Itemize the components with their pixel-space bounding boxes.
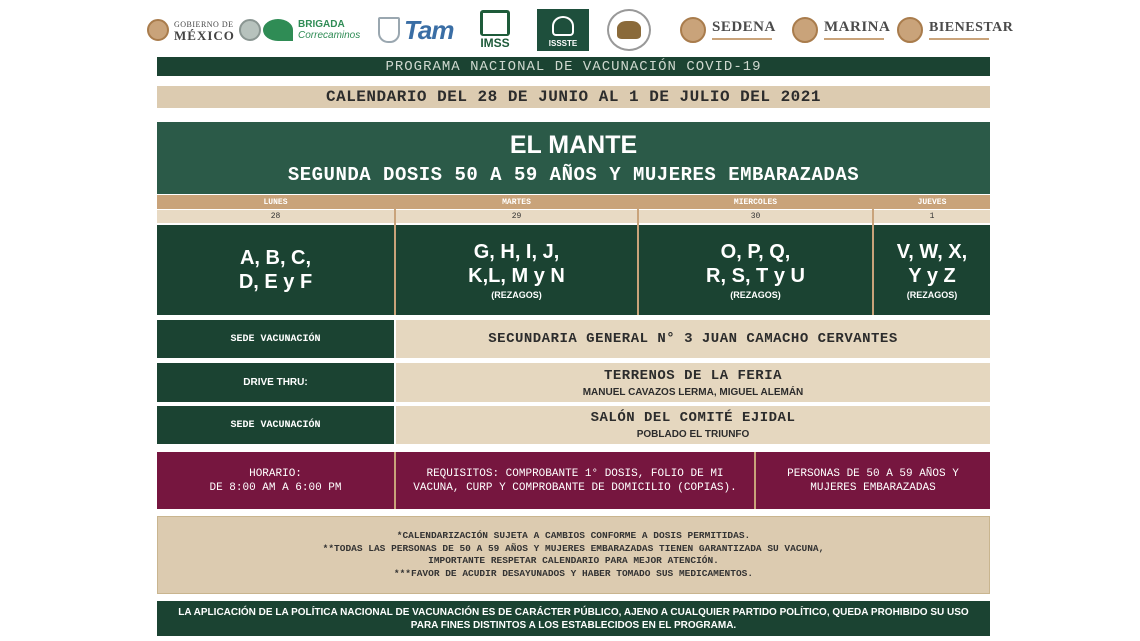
imss-eagle-icon	[480, 10, 510, 36]
schedule-cell	[157, 452, 394, 509]
note-line: **TODAS LAS PERSONAS DE 50 A 59 AÑOS Y MUJERES EMBARAZADAS TIENEN GARANTIZADA SU VACUNA,	[322, 542, 825, 554]
letters-line: R, S, T y U	[706, 265, 805, 287]
letters-cell	[396, 225, 637, 315]
requirements-cell	[396, 452, 754, 509]
schedule-label: HORARIO:	[249, 467, 302, 480]
row-divider	[754, 452, 756, 509]
calendar-banner: CALENDARIO DEL 28 DE JUNIO AL 1 DE JULIO DEL 2021	[157, 86, 990, 108]
letters-cell	[874, 225, 990, 315]
disclaimer-line: PARA FINES DISTINTOS A LOS ESTABLECIDOS EN EL PROGRAMA.	[410, 619, 737, 631]
bienestar-logo	[897, 8, 1013, 52]
roadrunner-icon	[263, 19, 293, 41]
column-divider	[872, 195, 874, 315]
gobierno-label: GOBIERNO DE	[174, 20, 234, 29]
note-line: ***FAVOR DE ACUDIR DESAYUNADOS Y HABER TOMADO SUS MEDICAMENTOS.	[393, 567, 754, 579]
column-divider	[637, 195, 639, 315]
issste-label: ISSSTE	[548, 39, 578, 48]
sedena-seal-icon	[680, 17, 706, 43]
day-number: 1	[874, 210, 990, 223]
requirements-text: REQUISITOS: COMPROBANTE 1° DOSIS, FOLIO DE MI VACUNA, CURP Y COMPROBANTE DE DOMICILIO (COPIAS).	[413, 467, 737, 494]
letters-line: G, H, I, J,	[473, 241, 560, 263]
eagle-seal-logo	[607, 8, 651, 52]
marina-label: MARINA	[824, 19, 891, 35]
day-number: 28	[157, 210, 394, 223]
sede-subtitle: POBLADO EL TRIUNFO	[636, 429, 750, 440]
bienestar-seal-icon	[897, 17, 923, 43]
municipality-title: EL MANTE	[509, 131, 638, 159]
municipality-header	[157, 122, 990, 194]
seal-icon	[239, 19, 261, 41]
disclaimer-line: LA APLICACIÓN DE LA POLÍTICA NACIONAL DE VACUNACIÓN ES DE CARÁCTER PÚBLICO, AJENO A CUALQUIER PARTIDO POLÍTICO, QUEDA PROHIBIDO SU USO	[178, 606, 969, 618]
issste-logo	[537, 8, 589, 52]
day-name: LUNES	[157, 195, 394, 209]
letters-cell	[157, 225, 394, 315]
schedule-value: DE 8:00 AM A 6:00 PM	[209, 481, 342, 494]
brigada-label: BRIGADA	[298, 19, 345, 30]
sede-value	[396, 320, 990, 358]
sedena-label: SEDENA	[712, 19, 776, 35]
imss-logo	[480, 8, 510, 52]
correcaminos-label: Correcaminos	[298, 30, 361, 41]
gobierno-de-mexico-logo	[147, 8, 261, 52]
rezagos-note: (REZAGOS)	[491, 290, 542, 300]
dose-subtitle: SEGUNDA DOSIS 50 A 59 AÑOS Y MUJERES EMBARAZADAS	[287, 164, 860, 186]
letters-line: O, P, Q,	[720, 241, 791, 263]
rezagos-note: (REZAGOS)	[730, 290, 781, 300]
note-line: *CALENDARIZACIÓN SUJETA A CAMBIOS CONFORME A DOSIS PERMITIDAS.	[396, 530, 751, 541]
marina-logo	[792, 8, 890, 52]
program-banner: PROGRAMA NACIONAL DE VACUNACIÓN COVID-19	[157, 57, 990, 76]
tam-label: Tam	[404, 14, 454, 45]
sede-title: TERRENOS DE LA FERIA	[603, 367, 783, 384]
sede-value	[396, 406, 990, 444]
column-divider	[394, 195, 396, 315]
day-number: 30	[639, 210, 872, 223]
letters-cell	[639, 225, 872, 315]
day-name: MARTES	[396, 195, 637, 209]
sede-subtitle: MANUEL CAVAZOS LERMA, MIGUEL ALEMÁN	[582, 386, 804, 398]
target-population-cell	[756, 452, 990, 509]
tamaulipas-logo	[378, 8, 454, 52]
sede-label: SEDE VACUNACIÓN	[157, 406, 394, 444]
legal-disclaimer	[157, 601, 990, 636]
sede-label: SEDE VACUNACIÓN	[157, 320, 394, 358]
note-line: IMPORTANTE RESPETAR CALENDARIO PARA MEJOR ATENCIÓN.	[428, 555, 719, 566]
letters-line: A, B, C,	[239, 247, 312, 269]
letters-line: Y y Z	[908, 265, 956, 287]
sede-title: SECUNDARIA GENERAL N° 3 JUAN CAMACHO CERVANTES	[488, 331, 898, 347]
sede-value	[396, 363, 990, 402]
day-number: 29	[396, 210, 637, 223]
mexico-label: MÉXICO	[174, 28, 235, 43]
letters-line: K,L, M y N	[468, 265, 565, 287]
brigada-correcaminos-logo	[263, 8, 360, 52]
row-divider	[394, 452, 396, 509]
rezagos-note: (REZAGOS)	[906, 290, 958, 300]
day-name: MIERCOLES	[639, 195, 872, 209]
marina-seal-icon	[792, 17, 818, 43]
issste-icon	[552, 16, 574, 36]
sede-label: DRIVE THRU:	[157, 363, 394, 402]
shield-icon	[378, 17, 400, 43]
imss-label: IMSS	[480, 36, 510, 50]
letters-line: D, E y F	[238, 271, 313, 293]
letters-line: V, W, X,	[896, 241, 968, 263]
bienestar-label: BIENESTAR	[929, 20, 1014, 35]
day-name: JUEVES	[874, 195, 990, 209]
target-population-text: PERSONAS DE 50 A 59 AÑOS Y MUJERES EMBARAZADAS	[787, 467, 959, 494]
eagle-icon	[617, 21, 641, 39]
sede-title: SALÓN DEL COMITÉ EJIDAL	[590, 410, 796, 426]
notes-box	[157, 516, 990, 594]
sponsor-logos	[145, 8, 1014, 52]
coat-of-arms-icon	[147, 19, 169, 41]
sedena-logo	[680, 8, 776, 52]
